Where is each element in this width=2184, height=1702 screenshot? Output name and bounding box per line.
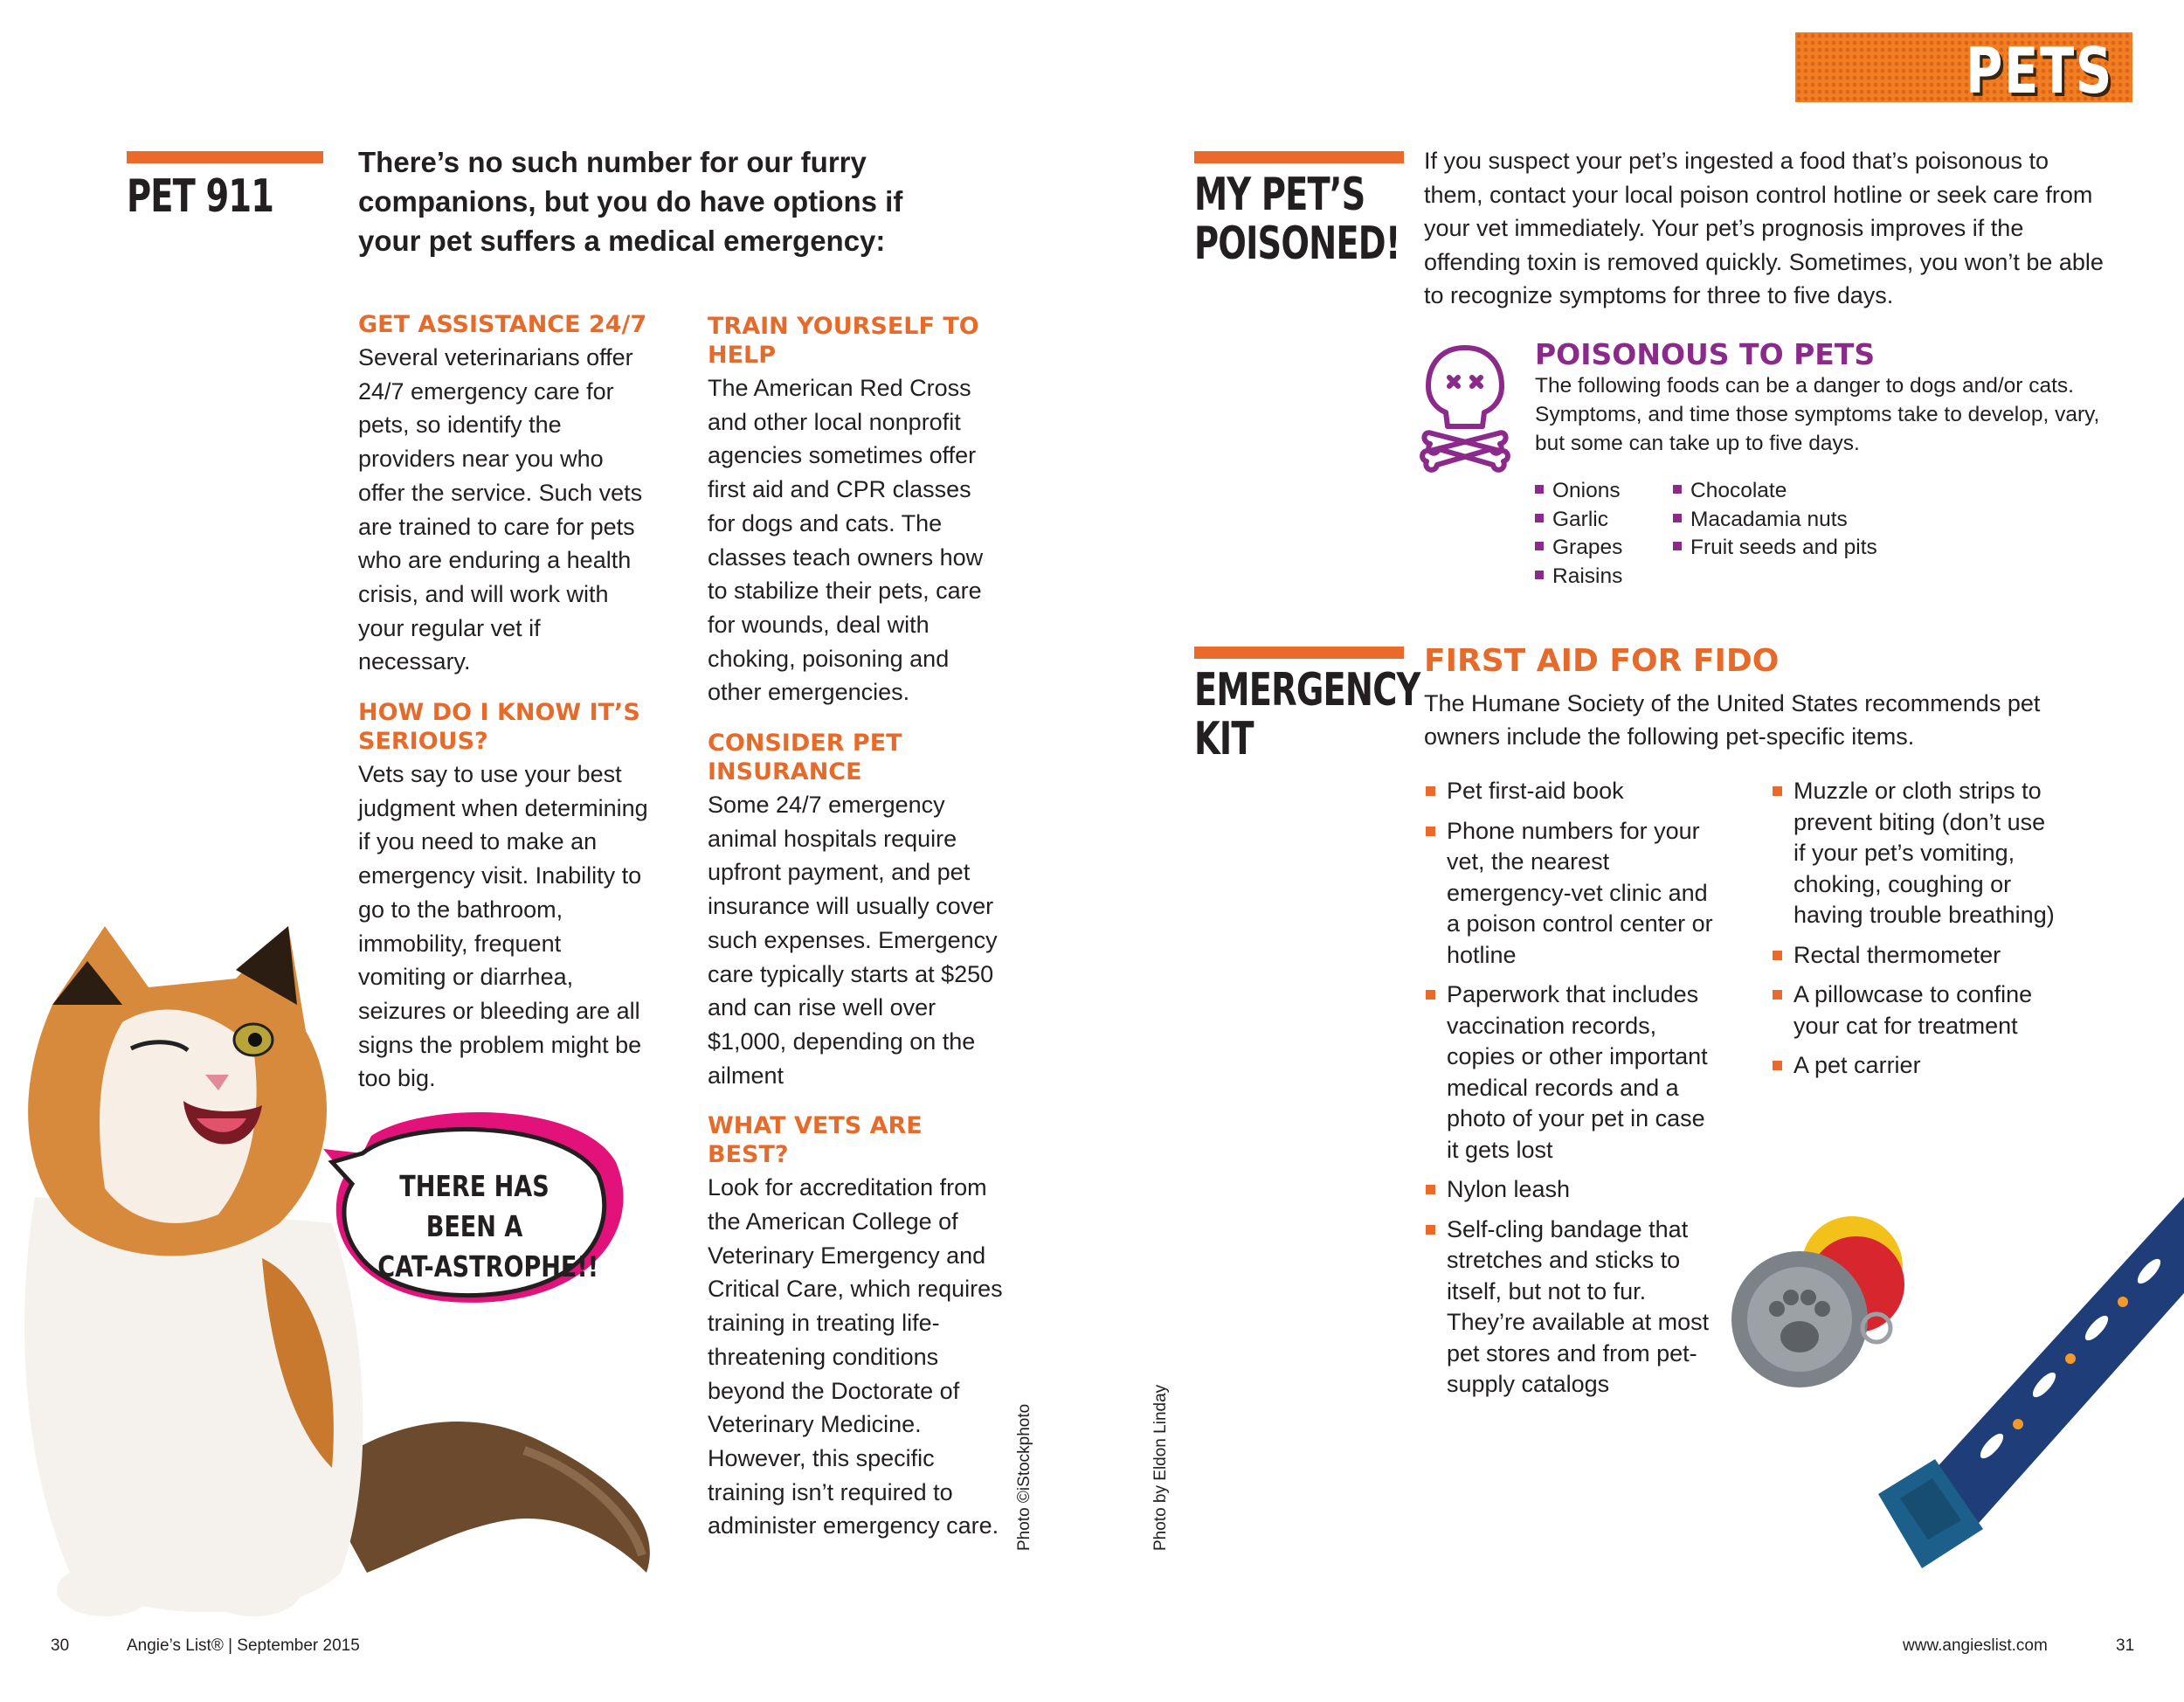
list-item: Raisins	[1535, 563, 1622, 592]
list-item: Pet first-aid book	[1424, 776, 1721, 807]
poisoned-title: MY PET’S POISONED!	[1194, 169, 1400, 270]
subhead-train-yourself: TRAIN YOURSELF TO HELP	[708, 313, 979, 369]
list-item: Phone numbers for your vet, the nearest emergency-vet clinic and a poison control center or hotline	[1424, 816, 1721, 972]
pet-collar-photo	[1704, 1162, 2184, 1581]
para-how-serious: Vets say to use your best judgment when determining if you need to make an emergency visit. Inability to go to the bathroom, immobility, frequent vomiting or diarrhea, seizures or bleeding are all signs the problem might be too big.	[358, 761, 648, 1092]
skull-crossbones-icon	[1420, 342, 1511, 474]
list-item: Garlic	[1535, 506, 1622, 535]
pet-911-rule	[127, 151, 323, 163]
para-train-yourself: The American Red Cross and other local nonprofit agencies sometimes offer first aid and CPR classes for dogs and cats. The classes teach owners how to stabilize their pets, care for wounds, deal with choking, poisoning and other emergencies.	[708, 375, 984, 706]
pet-911-intro: There’s no such number for our furry companions, but you do have options if your pet suffers a medical emergency:	[358, 146, 903, 257]
pets-banner-label: PETS	[1966, 34, 2113, 107]
list-item: A pet carrier	[1771, 1050, 2059, 1082]
poisonous-to-pets-text: The following foods can be a danger to dogs and/or cats. Symptoms, and time those symptoms take to develop, vary, but some can take up to five days.	[1535, 374, 2100, 455]
poisoned-paragraph: If you suspect your pet’s ingested a food that’s poisonous to them, contact your local poison control hotline or seek care from your vet immediately. Your pet’s prognosis improves if the offending toxin is removed quickly. Sometimes, you won’t be able to recognize symptoms for three to five days.	[1424, 148, 2104, 309]
footer-url: www.angieslist.com	[1903, 1636, 2048, 1655]
list-item: Macadamia nuts	[1673, 506, 1877, 535]
pets-section-banner	[1795, 32, 2132, 107]
list-item: A pillowcase to confine your cat for treatment	[1771, 979, 2059, 1041]
list-item: Fruit seeds and pits	[1673, 534, 1877, 563]
list-item: Chocolate	[1673, 477, 1877, 506]
footer-publication: Angie’s List® | September 2015	[127, 1636, 360, 1655]
kit-list-2	[1771, 776, 2059, 1090]
para-vets-best: Look for accreditation from the American College of Veterinary Emergency and Critical Care, which requires training in treating life-threatening conditions beyond the Doctorate of Veterinary Medicine. However, this specific training isn’t required to administer emergency care.	[708, 1174, 1003, 1539]
para-get-assistance: Several veterinarians offer 24/7 emergency care for pets, so identify the providers near you who offer the service. Such vets are trained to care for pets who are enduring a health crisis, and will work with your regular vet if necessary.	[358, 344, 643, 675]
poison-food-list-1	[1535, 477, 1622, 591]
emergency-kit-rule	[1194, 647, 1404, 659]
poisoned-rule	[1194, 151, 1404, 163]
page-number-right: 31	[2116, 1636, 2135, 1655]
speech-bubble-text: THERE HAS BEEN A CAT-ASTROPHE!!	[377, 1169, 599, 1283]
first-aid-fido-heading: FIRST AID FOR FIDO	[1424, 643, 1780, 679]
subhead-get-assistance: GET ASSISTANCE 24/7	[358, 311, 647, 338]
list-item: Onions	[1535, 477, 1622, 506]
subhead-pet-insurance: CONSIDER PET INSURANCE	[708, 730, 902, 786]
list-item: Nylon leash	[1424, 1174, 1721, 1206]
emergency-kit-title: EMERGENCY KIT	[1194, 664, 1420, 765]
poisonous-to-pets-heading: POISONOUS TO PETS	[1535, 337, 1876, 371]
pet-911-title: PET 911	[127, 170, 274, 223]
kit-list-1	[1424, 776, 1721, 1409]
poison-food-list-2	[1673, 477, 1877, 563]
left-column-2	[708, 312, 1005, 1543]
list-item: Paperwork that includes vaccination records, copies or other important medical records and a photo of your pet in case it gets lost	[1424, 979, 1721, 1166]
subhead-vets-best: WHAT VETS ARE BEST?	[708, 1112, 923, 1169]
subhead-how-serious: HOW DO I KNOW IT’S SERIOUS?	[358, 699, 640, 756]
list-item: Grapes	[1535, 534, 1622, 563]
list-item: Self-cling bandage that stretches and sticks to itself, but not to fur. They’re available at most pet stores and from pet-supply catalogs	[1424, 1214, 1721, 1401]
photo-credit-linday: Photo by Eldon Linday	[1151, 1384, 1170, 1551]
page-number-left: 30	[51, 1636, 70, 1655]
photo-credit-istock: Photo ©iStockphoto	[1015, 1403, 1033, 1551]
para-pet-insurance: Some 24/7 emergency animal hospitals require upfront payment, and pet insurance will usually cover such expenses. Emergency care typically starts at $250 and can rise well over $1,000, depending on the ailment	[708, 792, 998, 1089]
first-aid-fido-text: The Humane Society of the United States recommends pet owners include the following pet-specific items.	[1424, 690, 2041, 750]
list-item: Muzzle or cloth strips to prevent biting (don’t use if your pet’s vomiting, choking, coughing or having trouble breathing)	[1771, 776, 2059, 931]
list-item: Rectal thermometer	[1771, 940, 2059, 972]
